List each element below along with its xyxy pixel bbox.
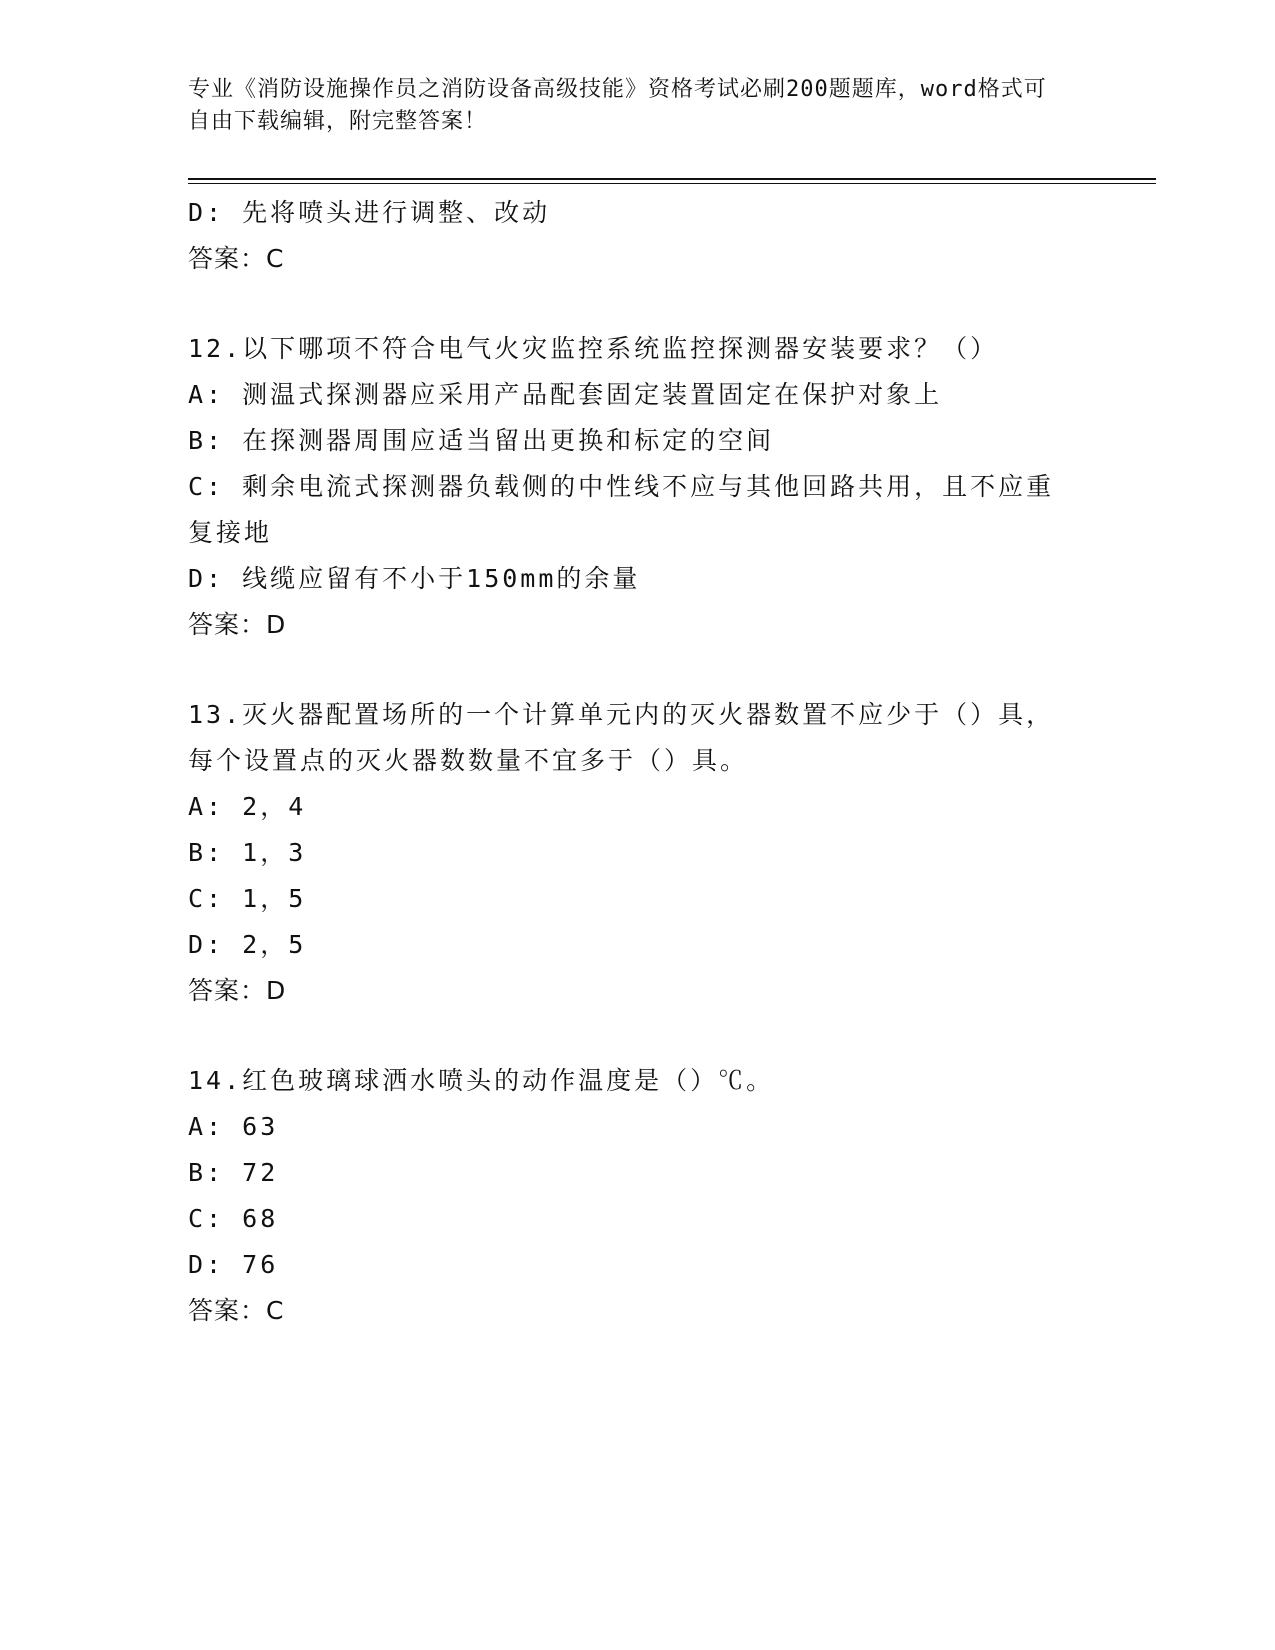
- question-11-tail: [188, 190, 1078, 282]
- answer-line: 答案：D: [188, 610, 287, 639]
- header-divider-thin: [188, 183, 1156, 184]
- option-d: D: 先将喷头进行调整、改动: [188, 198, 551, 227]
- header-divider-thick: [188, 178, 1156, 180]
- option-c: C: 剩余电流式探测器负载侧的中性线不应与其他回路共用，且不应重复接地: [188, 472, 1055, 547]
- option-c: C: 1，5: [188, 884, 307, 913]
- question-stem: 13.灭火器配置场所的一个计算单元内的灭火器数置不应少于（）具，每个设置点的灭火器数数量不宜多于（）具。: [188, 700, 1055, 775]
- question-stem: 14.红色玻璃球洒水喷头的动作温度是（）℃。: [188, 1066, 775, 1095]
- option-b: B: 在探测器周围应适当留出更换和标定的空间: [188, 426, 775, 455]
- question-14: [188, 1058, 1078, 1334]
- question-13: [188, 692, 1078, 1014]
- document-header: 专业《消防设施操作员之消防设备高级技能》资格考试必刷200题题库，word格式可自由下载编辑，附完整答案！: [188, 77, 1047, 134]
- option-d: D: 76: [188, 1250, 279, 1279]
- spacer: [188, 648, 1078, 692]
- option-a: A: 63: [188, 1112, 279, 1141]
- option-d: D: 线缆应留有不小于150mm的余量: [188, 564, 641, 593]
- option-b: B: 72: [188, 1158, 279, 1187]
- option-a: A: 测温式探测器应采用产品配套固定装置固定在保护对象上: [188, 380, 943, 409]
- answer-line: 答案：D: [188, 976, 287, 1005]
- option-a: A: 2，4: [188, 792, 307, 821]
- question-12: [188, 326, 1078, 648]
- question-stem: 12.以下哪项不符合电气火灾监控系统监控探测器安装要求？（）: [188, 334, 999, 363]
- answer-line: 答案：C: [188, 1296, 285, 1325]
- spacer: [188, 1014, 1078, 1058]
- spacer: [188, 282, 1078, 326]
- option-b: B: 1，3: [188, 838, 307, 867]
- answer-line: 答案：C: [188, 244, 285, 273]
- option-d: D: 2，5: [188, 930, 307, 959]
- option-c: C: 68: [188, 1204, 279, 1233]
- question-list: [188, 190, 1078, 1334]
